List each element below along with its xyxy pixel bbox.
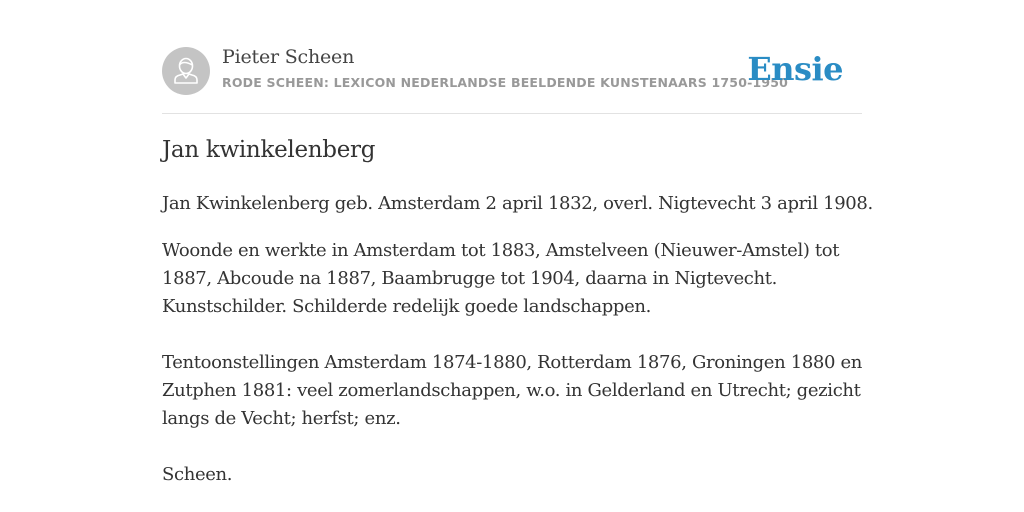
header-divider <box>162 113 862 114</box>
entry-title: Jan kwinkelenberg <box>162 137 376 163</box>
paragraph-gap <box>162 433 862 461</box>
body-line: Kunstschilder. Schilderde redelijk goede landschappen. <box>162 296 651 317</box>
entry-content <box>162 190 873 489</box>
body-line: langs de Vecht; herfst; enz. <box>162 408 401 429</box>
entry-body <box>162 237 862 489</box>
body-line: Tentoonstellingen Amsterdam 1874-1880, Rotterdam 1876, Groningen 1880 en <box>162 352 863 373</box>
paragraph-gap <box>162 321 862 349</box>
body-line: Woonde en werkte in Amsterdam tot 1883, Amstelveen (Nieuwer-Amstel) tot <box>162 240 840 261</box>
source-name[interactable]: RODE SCHEEN: LEXICON NEDERLANDSE BEELDENDE KUNSTENAARS 1750-1950 <box>222 75 789 90</box>
brand-logo[interactable]: Ensie <box>747 50 843 88</box>
body-line: 1887, Abcoude na 1887, Baambrugge tot 1904, daarna in Nigtevecht. <box>162 268 777 289</box>
entry-header <box>162 46 862 98</box>
author-name[interactable]: Pieter Scheen <box>222 46 355 68</box>
entry-intro: Jan Kwinkelenberg geb. Amsterdam 2 april 1832, overl. Nigtevecht 3 april 1908. <box>162 193 873 214</box>
body-signature: Scheen. <box>162 464 233 485</box>
body-line: Zutphen 1881: veel zomerlandschappen, w.o. in Gelderland en Utrecht; gezicht <box>162 380 861 401</box>
author-avatar[interactable] <box>162 47 210 95</box>
user-icon <box>162 47 210 95</box>
